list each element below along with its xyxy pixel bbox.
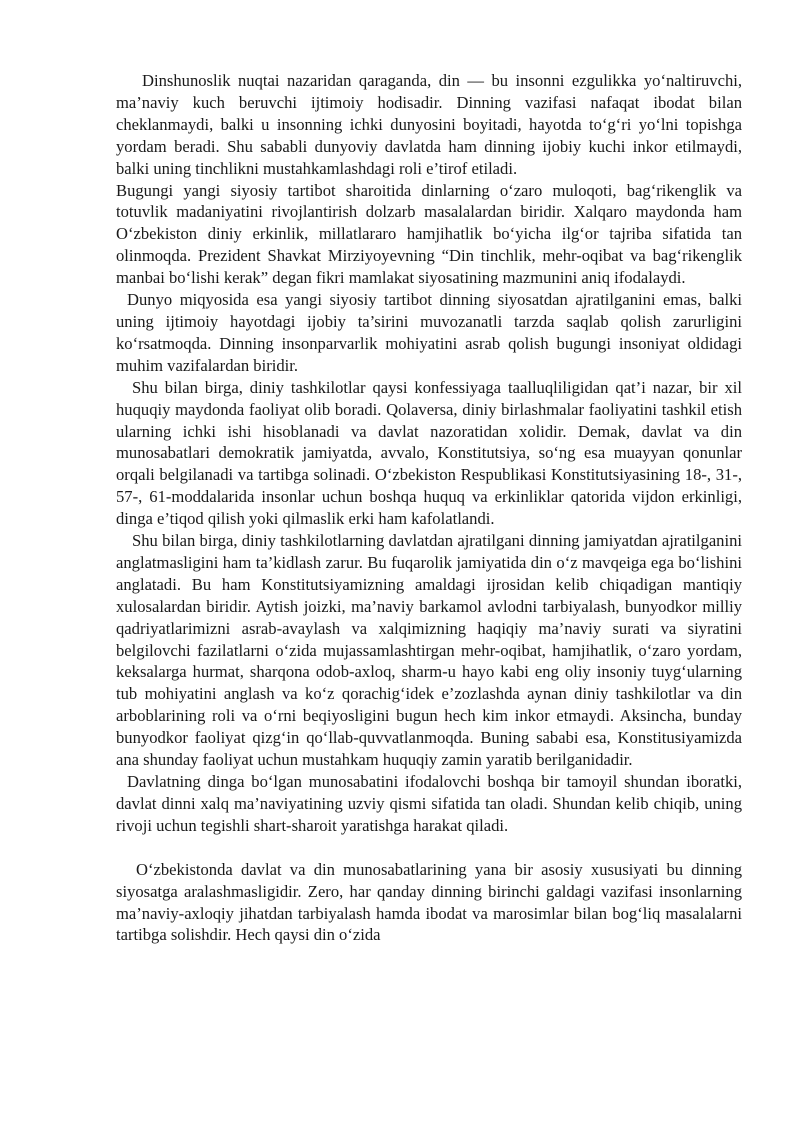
paragraph-7: O‘zbekistonda davlat va din munosabatlarining yana bir asosiy xususiyati bu dinning siyosatga aralashmasligidir. Zero, har qanday dinning birinchi galdagi vazifasi insonlarning ma’naviy-axloqiy jihatdan tarbiyalash hamda ibodat va marosimlar bilan bog‘liq masalalarni tartibga solishdir. Hech qaysi din o‘zida [116,859,742,945]
paragraph-2: Bugungi yangi siyosiy tartibot sharoitida dinlarning o‘zaro muloqoti, bag‘rikenglik va totuvlik madaniyatini rivojlantirish dolzarb masalalardan biridir. Xalqaro maydonda ham O‘zbekiston diniy erkinlik, millatlararo hamjihatlik bo‘yicha ilg‘or tajriba sifatida tan olinmoqda. Prezident Shavkat Mirziyoyevning “Din tinchlik, mehr-oqibat va bag‘rikenglik manbai bo‘lishi kerak” degan fikri mamlakat siyosatining mazmunini aniq ifodalaydi. [116,180,742,288]
paragraph-6: Davlatning dinga bo‘lgan munosabatini ifodalovchi boshqa bir tamoyil shundan iboratki, davlat dinni xalq ma’naviyatining uzviy qismi sifatida tan oladi. Shundan kelib chiqib, uning rivoji uchun tegishli shart-sharoit yaratishga harakat qiladi. [116,772,742,835]
paragraph-4: Shu bilan birga, diniy tashkilotlar qaysi konfessiyaga taalluqliligidan qat’i nazar, bir xil huquqiy maydonda faoliyat olib boradi. Qolaversa, diniy birlashmalar faoliyatini tashkil etish ularning ichki ishi hisoblanadi va davlat nazoratidan xolidir. Demak, davlat va din munosabatlari demokratik jamiyatda, avvalo, Konstitutsiya, so‘ng esa muayyan qonunlar orqali belgilanadi va tartibga solinadi. O‘zbekiston Respublikasi Konstitutsiyasining 18-, 31-, 57-, 61-moddalarida insonlar uchun boshqa huquq va erkinliklar qatorida vijdon erkinligi, dinga e’tiqod qilish yoki qilmaslik erki ham kafolatlandi. [116,377,742,529]
paragraph-1: Dinshunoslik nuqtai nazaridan qaraganda, din — bu insonni ezgulikka yo‘naltiruvchi, ma’naviy kuch beruvchi ijtimoiy hodisadir. Dinning vazifasi nafaqat ibodat bilan cheklanmaydi, balki u insonning ichki dunyosini boyitadi, hayotda to‘g‘ri yo‘lni topishga yordam beradi. Shu sababli dunyoviy davlatda ham dinning ijobiy kuchi inkor etilmaydi, balki uning tinchlikni mustahkamlashdagi roli e’tirof etiladi. [116,71,742,178]
paragraph-3: Dunyo miqyosida esa yangi siyosiy tartibot dinning siyosatdan ajratilganini emas, balki uning ijtimoiy hayotdagi ijobiy ta’sirini muvozanatli tarzda saqlab qolish zarurligini ko‘rsatmoqda. Dinning insonparvarlik mohiyatini asrab qolish bugungi insoniyat oldidagi muhim vazifalardan biridir. [116,290,742,375]
document-page [116,70,742,946]
paragraph-gap [116,837,742,859]
paragraph-5: Shu bilan birga, diniy tashkilotlarning davlatdan ajratilgani dinning jamiyatdan ajratilganini anglatmasligini ham ta’kidlash zarur. Bu fuqarolik jamiyatida din o‘z mavqeiga ega bo‘lishini anglatadi. Bu ham Konstitutsiyamizning amaldagi ijrosidan kelib chiqadigan mantiqiy xulosalardan biridir. Aytish joizki, ma’naviy barkamol avlodni tarbiyalash, bunyodkor milliy qadriyatlarimizni asrab-avaylash va xalqimizning haqiqiy ma’naviy surati va siyratini belgilovchi fazilatlarni o‘zida mujassamlashtirgan mehr-oqibat, hamjihatlik, o‘zaro yordam, keksalarga hurmat, sharqona odob-axloq, sharm-u hayo kabi eng oliy insoniy tuyg‘ularning tub mohiyatini anglash va ko‘z qorachig‘idek e’zozlashda aynan diniy tashkilotlar va din arboblarining roli va o‘rni beqiyosligini bugun hech kim inkor etmaydi. Aksincha, bunday bunyodkor faoliyat qizg‘in qo‘llab-quvvatlanmoqda. Buning sababi esa, Konstitusiyamizda ana shunday faoliyat uchun mustahkam huquqiy zamin yaratib berilganidadir. [116,531,742,770]
